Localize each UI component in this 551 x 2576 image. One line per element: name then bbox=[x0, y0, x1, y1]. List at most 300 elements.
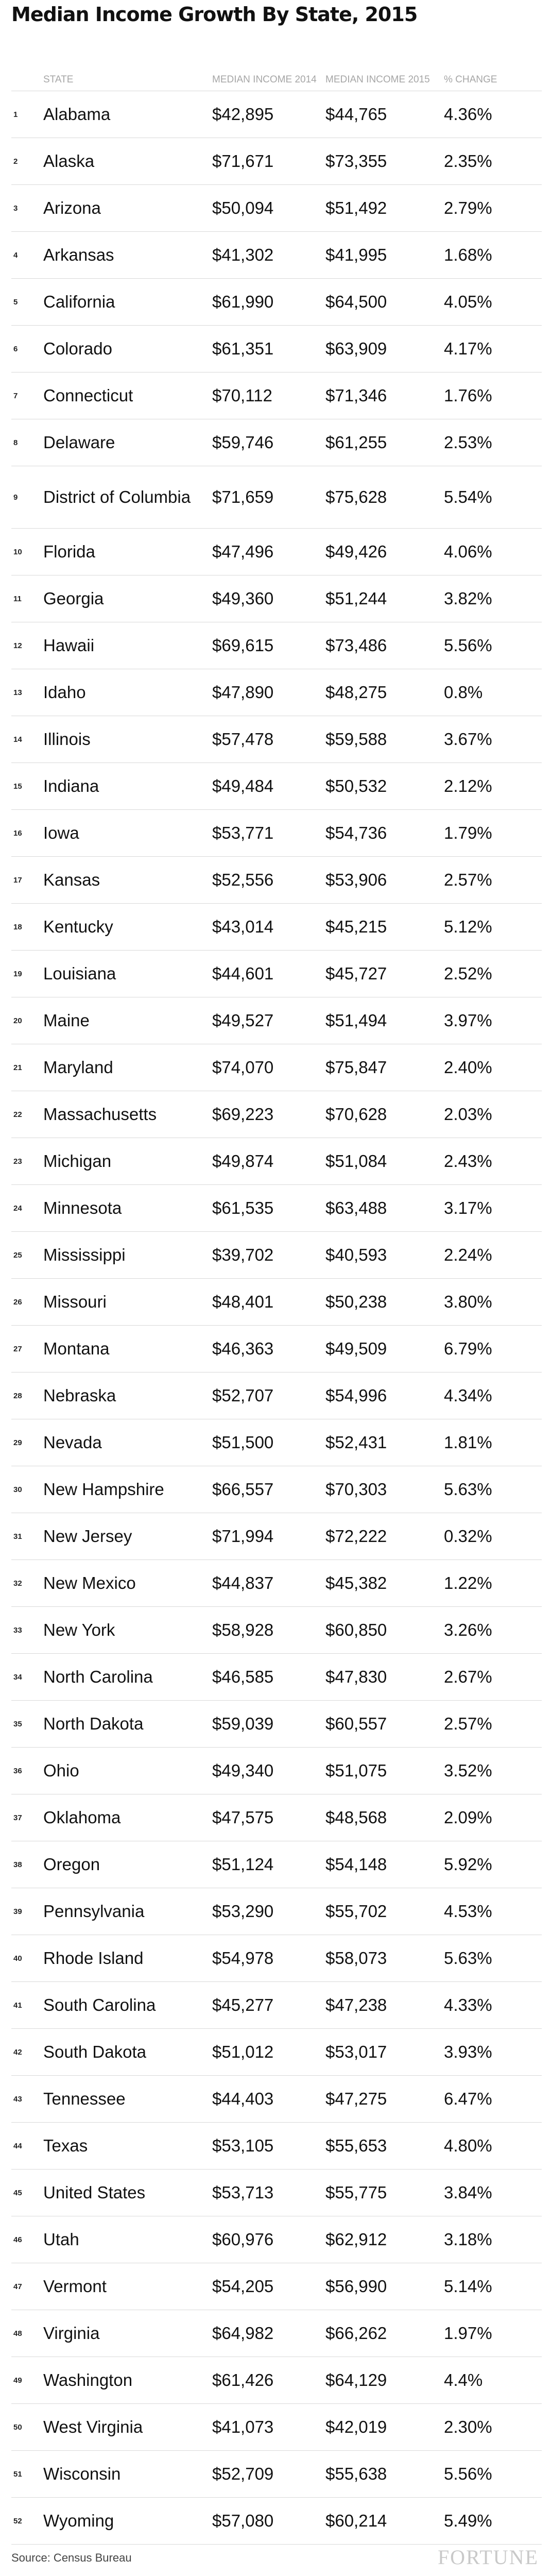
table-row bbox=[11, 419, 542, 466]
state-cell: Oklahoma bbox=[43, 1808, 121, 1827]
state-cell: New York bbox=[43, 1620, 115, 1639]
income-2015-cell: $44,765 bbox=[325, 105, 387, 124]
rank-cell: 50 bbox=[13, 2422, 22, 2432]
rank-cell: 14 bbox=[13, 735, 22, 744]
rank-cell: 11 bbox=[13, 594, 22, 603]
table-row bbox=[11, 1701, 542, 1748]
income-2015-cell: $55,638 bbox=[325, 2464, 387, 2483]
state-cell: South Carolina bbox=[43, 1995, 156, 2014]
table-row bbox=[11, 575, 542, 622]
table-row bbox=[11, 857, 542, 904]
rank-cell: 12 bbox=[13, 641, 22, 650]
rank-cell: 5 bbox=[13, 297, 18, 307]
income-2014-cell: $66,557 bbox=[212, 1480, 274, 1499]
income-2015-cell: $66,262 bbox=[325, 2324, 387, 2343]
change-cell: 0.32% bbox=[444, 1527, 492, 1546]
rank-cell: 39 bbox=[13, 1907, 22, 1916]
income-2014-cell: $53,771 bbox=[212, 823, 274, 842]
state-cell: Tennessee bbox=[43, 2089, 126, 2108]
table-row bbox=[11, 2170, 542, 2216]
income-2014-cell: $61,351 bbox=[212, 339, 274, 358]
header-income-2014: MEDIAN INCOME 2014 bbox=[212, 74, 317, 85]
rank-cell: 16 bbox=[13, 828, 22, 838]
income-2014-cell: $61,535 bbox=[212, 1198, 274, 1217]
income-2014-cell: $46,585 bbox=[212, 1667, 274, 1686]
income-2015-cell: $49,426 bbox=[325, 542, 387, 561]
income-2014-cell: $44,403 bbox=[212, 2089, 274, 2108]
change-cell: 4.80% bbox=[444, 2136, 492, 2155]
income-2014-cell: $53,105 bbox=[212, 2136, 274, 2155]
table-row bbox=[11, 2216, 542, 2263]
table-row bbox=[11, 2263, 542, 2310]
income-2015-cell: $60,214 bbox=[325, 2511, 387, 2530]
rank-cell: 22 bbox=[13, 1110, 22, 1119]
rank-cell: 4 bbox=[13, 250, 18, 260]
income-2014-cell: $39,702 bbox=[212, 1245, 274, 1264]
income-2014-cell: $58,928 bbox=[212, 1620, 274, 1639]
income-2014-cell: $53,290 bbox=[212, 1902, 274, 1921]
table-row bbox=[11, 1138, 542, 1185]
state-cell: Illinois bbox=[43, 730, 91, 749]
rank-cell: 33 bbox=[13, 1625, 22, 1635]
change-cell: 2.57% bbox=[444, 1714, 492, 1733]
rank-cell: 43 bbox=[13, 2094, 22, 2104]
rank-cell: 34 bbox=[13, 1672, 22, 1682]
income-2015-cell: $53,017 bbox=[325, 2042, 387, 2061]
table-row bbox=[11, 951, 542, 997]
income-2015-cell: $62,912 bbox=[325, 2230, 387, 2249]
rank-cell: 44 bbox=[13, 2141, 22, 2150]
income-2015-cell: $50,238 bbox=[325, 1292, 387, 1311]
income-2015-cell: $54,736 bbox=[325, 823, 387, 842]
income-2015-cell: $55,775 bbox=[325, 2183, 387, 2202]
change-cell: 6.47% bbox=[444, 2089, 492, 2108]
state-cell: Virginia bbox=[43, 2324, 100, 2343]
rank-cell: 28 bbox=[13, 1391, 22, 1400]
rank-cell: 15 bbox=[13, 782, 22, 791]
table-row bbox=[11, 1794, 542, 1841]
change-cell: 1.97% bbox=[444, 2324, 492, 2343]
income-2014-cell: $47,575 bbox=[212, 1808, 274, 1827]
state-cell: Louisiana bbox=[43, 964, 116, 983]
change-cell: 4.36% bbox=[444, 105, 492, 124]
change-cell: 1.81% bbox=[444, 1433, 492, 1452]
state-cell: Alabama bbox=[43, 105, 111, 124]
state-cell: West Virginia bbox=[43, 2417, 143, 2436]
rank-cell: 2 bbox=[13, 157, 18, 166]
income-2014-cell: $45,277 bbox=[212, 1995, 274, 2014]
state-cell: Oregon bbox=[43, 1855, 100, 1874]
header-income-2015: MEDIAN INCOME 2015 bbox=[325, 74, 430, 85]
table-row bbox=[11, 1654, 542, 1701]
state-cell: Pennsylvania bbox=[43, 1902, 145, 1921]
table-row bbox=[11, 1419, 542, 1466]
change-cell: 4.4% bbox=[444, 2370, 483, 2389]
table-row bbox=[11, 1466, 542, 1513]
table-row bbox=[11, 1232, 542, 1279]
rank-cell: 17 bbox=[13, 875, 22, 885]
income-2015-cell: $47,275 bbox=[325, 2089, 387, 2108]
table-row bbox=[11, 326, 542, 372]
income-2014-cell: $61,990 bbox=[212, 292, 274, 311]
state-cell: Iowa bbox=[43, 823, 79, 842]
state-cell: Missouri bbox=[43, 1292, 107, 1311]
table-row bbox=[11, 2076, 542, 2123]
change-cell: 5.63% bbox=[444, 1948, 492, 1968]
change-cell: 5.14% bbox=[444, 2277, 492, 2296]
state-cell: California bbox=[43, 292, 115, 311]
income-2014-cell: $44,837 bbox=[212, 1573, 274, 1592]
state-cell: Wyoming bbox=[43, 2511, 114, 2530]
income-2015-cell: $42,019 bbox=[325, 2417, 387, 2436]
income-2014-cell: $74,070 bbox=[212, 1058, 274, 1077]
change-cell: 4.06% bbox=[444, 542, 492, 561]
income-2015-cell: $71,346 bbox=[325, 386, 387, 405]
table-row bbox=[11, 904, 542, 951]
header-change: % CHANGE bbox=[444, 74, 497, 85]
change-cell: 3.97% bbox=[444, 1011, 492, 1030]
state-cell: Maine bbox=[43, 1011, 90, 1030]
change-cell: 4.33% bbox=[444, 1995, 492, 2014]
rank-cell: 42 bbox=[13, 2047, 22, 2057]
state-cell: Minnesota bbox=[43, 1198, 122, 1217]
state-cell: Rhode Island bbox=[43, 1948, 144, 1968]
table-row bbox=[11, 1748, 542, 1794]
state-cell: New Hampshire bbox=[43, 1480, 164, 1499]
table-row bbox=[11, 810, 542, 857]
table-row bbox=[11, 529, 542, 575]
income-2014-cell: $52,707 bbox=[212, 1386, 274, 1405]
income-2014-cell: $43,014 bbox=[212, 917, 274, 936]
table-row bbox=[11, 2498, 542, 2545]
rank-cell: 48 bbox=[13, 2329, 22, 2338]
rank-cell: 51 bbox=[13, 2469, 22, 2479]
rank-cell: 19 bbox=[13, 969, 22, 978]
income-2014-cell: $49,484 bbox=[212, 776, 274, 795]
state-cell: Indiana bbox=[43, 776, 99, 795]
change-cell: 3.84% bbox=[444, 2183, 492, 2202]
change-cell: 1.79% bbox=[444, 823, 492, 842]
income-2014-cell: $49,360 bbox=[212, 589, 274, 608]
state-cell: Massachusetts bbox=[43, 1105, 157, 1124]
income-2014-cell: $59,746 bbox=[212, 433, 274, 452]
table-row bbox=[11, 2357, 542, 2404]
state-cell: Texas bbox=[43, 2136, 88, 2155]
change-cell: 3.82% bbox=[444, 589, 492, 608]
income-2015-cell: $61,255 bbox=[325, 433, 387, 452]
table-row bbox=[11, 91, 542, 138]
state-cell: Michigan bbox=[43, 1151, 112, 1171]
state-cell: Nevada bbox=[43, 1433, 102, 1452]
change-cell: 3.93% bbox=[444, 2042, 492, 2061]
rank-cell: 26 bbox=[13, 1297, 22, 1307]
income-2014-cell: $41,302 bbox=[212, 245, 274, 264]
income-2014-cell: $69,615 bbox=[212, 636, 274, 655]
change-cell: 4.34% bbox=[444, 1386, 492, 1405]
income-2014-cell: $54,205 bbox=[212, 2277, 274, 2296]
change-cell: 5.12% bbox=[444, 917, 492, 936]
rank-cell: 31 bbox=[13, 1532, 22, 1541]
income-2015-cell: $55,702 bbox=[325, 1902, 387, 1921]
table-row bbox=[11, 1044, 542, 1091]
state-cell: Georgia bbox=[43, 589, 104, 608]
table-row bbox=[11, 1279, 542, 1326]
rank-cell: 41 bbox=[13, 2001, 22, 2010]
income-2015-cell: $75,628 bbox=[325, 487, 387, 506]
rank-cell: 6 bbox=[13, 344, 18, 353]
change-cell: 2.03% bbox=[444, 1105, 492, 1124]
change-cell: 2.24% bbox=[444, 1245, 492, 1264]
income-2015-cell: $70,303 bbox=[325, 1480, 387, 1499]
income-2014-cell: $51,500 bbox=[212, 1433, 274, 1452]
income-2014-cell: $71,994 bbox=[212, 1527, 274, 1546]
header-state: STATE bbox=[43, 74, 74, 85]
income-2014-cell: $47,496 bbox=[212, 542, 274, 561]
table-row bbox=[11, 138, 542, 185]
income-2014-cell: $48,401 bbox=[212, 1292, 274, 1311]
change-cell: 2.35% bbox=[444, 151, 492, 171]
change-cell: 3.26% bbox=[444, 1620, 492, 1639]
table-row bbox=[11, 622, 542, 669]
table-row bbox=[11, 2310, 542, 2357]
table-row bbox=[11, 997, 542, 1044]
table-body bbox=[11, 91, 542, 2545]
table-row bbox=[11, 1841, 542, 1888]
table-row bbox=[11, 1513, 542, 1560]
state-cell: Kentucky bbox=[43, 917, 113, 936]
rank-cell: 27 bbox=[13, 1344, 22, 1353]
table-row bbox=[11, 716, 542, 763]
rank-cell: 29 bbox=[13, 1438, 22, 1447]
table-row bbox=[11, 669, 542, 716]
income-2015-cell: $52,431 bbox=[325, 1433, 387, 1452]
income-2015-cell: $51,492 bbox=[325, 198, 387, 217]
change-cell: 2.67% bbox=[444, 1667, 492, 1686]
state-cell: Washington bbox=[43, 2370, 133, 2389]
change-cell: 2.09% bbox=[444, 1808, 492, 1827]
rank-cell: 24 bbox=[13, 1204, 22, 1213]
income-2015-cell: $60,850 bbox=[325, 1620, 387, 1639]
state-cell: Wisconsin bbox=[43, 2464, 121, 2483]
rank-cell: 25 bbox=[13, 1250, 22, 1260]
change-cell: 5.63% bbox=[444, 1480, 492, 1499]
rank-cell: 20 bbox=[13, 1016, 22, 1025]
table-row bbox=[11, 1607, 542, 1654]
income-2014-cell: $51,012 bbox=[212, 2042, 274, 2061]
rank-cell: 32 bbox=[13, 1579, 22, 1588]
income-2015-cell: $51,244 bbox=[325, 589, 387, 608]
table-row bbox=[11, 1326, 542, 1372]
table-row bbox=[11, 279, 542, 326]
state-cell: Maryland bbox=[43, 1058, 113, 1077]
table-row bbox=[11, 2123, 542, 2170]
table-row bbox=[11, 232, 542, 279]
income-2015-cell: $51,494 bbox=[325, 1011, 387, 1030]
state-cell: Montana bbox=[43, 1339, 110, 1358]
rank-cell: 52 bbox=[13, 2516, 22, 2526]
change-cell: 6.79% bbox=[444, 1339, 492, 1358]
state-cell: North Dakota bbox=[43, 1714, 144, 1733]
change-cell: 3.80% bbox=[444, 1292, 492, 1311]
source-note: Source: Census Bureau bbox=[11, 2551, 132, 2564]
rank-cell: 37 bbox=[13, 1813, 22, 1822]
table-header bbox=[11, 52, 542, 91]
state-cell: Vermont bbox=[43, 2277, 107, 2296]
income-2015-cell: $48,275 bbox=[325, 683, 387, 702]
income-2014-cell: $49,874 bbox=[212, 1151, 274, 1171]
table-row bbox=[11, 1888, 542, 1935]
income-2014-cell: $47,890 bbox=[212, 683, 274, 702]
income-2015-cell: $73,486 bbox=[325, 636, 387, 655]
income-2014-cell: $60,976 bbox=[212, 2230, 274, 2249]
rank-cell: 40 bbox=[13, 1954, 22, 1963]
change-cell: 5.54% bbox=[444, 487, 492, 506]
income-2014-cell: $71,659 bbox=[212, 487, 274, 506]
change-cell: 2.30% bbox=[444, 2417, 492, 2436]
state-cell: Kansas bbox=[43, 870, 100, 889]
rank-cell: 35 bbox=[13, 1719, 22, 1728]
state-cell: United States bbox=[43, 2183, 146, 2202]
table-row bbox=[11, 1982, 542, 2029]
income-2015-cell: $54,148 bbox=[325, 1855, 387, 1874]
rank-cell: 18 bbox=[13, 922, 22, 931]
rank-cell: 23 bbox=[13, 1157, 22, 1166]
income-2015-cell: $51,084 bbox=[325, 1151, 387, 1171]
state-cell: Idaho bbox=[43, 683, 86, 702]
state-cell: Delaware bbox=[43, 433, 115, 452]
income-2014-cell: $41,073 bbox=[212, 2417, 274, 2436]
income-2015-cell: $72,222 bbox=[325, 1527, 387, 1546]
income-2015-cell: $40,593 bbox=[325, 1245, 387, 1264]
income-2015-cell: $45,382 bbox=[325, 1573, 387, 1592]
income-2014-cell: $52,709 bbox=[212, 2464, 274, 2483]
change-cell: 5.56% bbox=[444, 2464, 492, 2483]
income-2014-cell: $44,601 bbox=[212, 964, 274, 983]
table-row bbox=[11, 1091, 542, 1138]
income-2015-cell: $70,628 bbox=[325, 1105, 387, 1124]
income-2015-cell: $48,568 bbox=[325, 1808, 387, 1827]
income-2015-cell: $60,557 bbox=[325, 1714, 387, 1733]
income-2014-cell: $49,527 bbox=[212, 1011, 274, 1030]
rank-cell: 49 bbox=[13, 2376, 22, 2385]
state-cell: Connecticut bbox=[43, 386, 133, 405]
income-2014-cell: $70,112 bbox=[212, 386, 272, 405]
income-2015-cell: $45,215 bbox=[325, 917, 387, 936]
table-row bbox=[11, 1935, 542, 1982]
state-cell: Hawaii bbox=[43, 636, 95, 655]
rank-cell: 21 bbox=[13, 1063, 22, 1072]
state-cell: Alaska bbox=[43, 151, 95, 171]
income-2014-cell: $42,895 bbox=[212, 105, 274, 124]
change-cell: 3.17% bbox=[444, 1198, 492, 1217]
table-row bbox=[11, 763, 542, 810]
table-row bbox=[11, 2404, 542, 2451]
rank-cell: 47 bbox=[13, 2282, 22, 2291]
change-cell: 0.8% bbox=[444, 683, 483, 702]
table-row bbox=[11, 2451, 542, 2498]
income-2015-cell: $53,906 bbox=[325, 870, 387, 889]
income-2014-cell: $46,363 bbox=[212, 1339, 274, 1358]
income-2015-cell: $45,727 bbox=[325, 964, 387, 983]
chart-title: Median Income Growth By State, 2015 bbox=[11, 3, 418, 26]
income-2015-cell: $50,532 bbox=[325, 776, 387, 795]
change-cell: 5.49% bbox=[444, 2511, 492, 2530]
rank-cell: 9 bbox=[13, 493, 18, 502]
rank-cell: 8 bbox=[13, 438, 18, 447]
income-2014-cell: $61,426 bbox=[212, 2370, 274, 2389]
rank-cell: 13 bbox=[13, 688, 22, 697]
state-cell: New Mexico bbox=[43, 1573, 136, 1592]
income-2014-cell: $64,982 bbox=[212, 2324, 274, 2343]
change-cell: 3.67% bbox=[444, 730, 492, 749]
state-cell: Nebraska bbox=[43, 1386, 116, 1405]
income-2015-cell: $55,653 bbox=[325, 2136, 387, 2155]
change-cell: 4.17% bbox=[444, 339, 492, 358]
rank-cell: 30 bbox=[13, 1485, 22, 1494]
change-cell: 2.53% bbox=[444, 433, 492, 452]
income-2015-cell: $49,509 bbox=[325, 1339, 387, 1358]
income-2015-cell: $64,129 bbox=[325, 2370, 387, 2389]
change-cell: 1.68% bbox=[444, 245, 492, 264]
table-row bbox=[11, 1372, 542, 1419]
income-2014-cell: $57,478 bbox=[212, 730, 274, 749]
fortune-logo: FORTUNE bbox=[437, 2546, 539, 2569]
table-row bbox=[11, 1560, 542, 1607]
change-cell: 2.57% bbox=[444, 870, 492, 889]
income-2014-cell: $49,340 bbox=[212, 1761, 274, 1780]
change-cell: 2.52% bbox=[444, 964, 492, 983]
income-2015-cell: $63,909 bbox=[325, 339, 387, 358]
state-cell: Florida bbox=[43, 542, 95, 561]
state-cell: District of Columbia bbox=[43, 487, 191, 506]
change-cell: 5.92% bbox=[444, 1855, 492, 1874]
change-cell: 2.79% bbox=[444, 198, 492, 217]
rank-cell: 36 bbox=[13, 1766, 22, 1775]
change-cell: 3.18% bbox=[444, 2230, 492, 2249]
income-2015-cell: $75,847 bbox=[325, 1058, 387, 1077]
state-cell: North Carolina bbox=[43, 1667, 153, 1686]
change-cell: 5.56% bbox=[444, 636, 492, 655]
income-table bbox=[11, 52, 542, 2545]
rank-cell: 38 bbox=[13, 1860, 22, 1869]
state-cell: South Dakota bbox=[43, 2042, 146, 2061]
change-cell: 4.05% bbox=[444, 292, 492, 311]
income-2015-cell: $73,355 bbox=[325, 151, 387, 171]
rank-cell: 1 bbox=[13, 110, 18, 119]
rank-cell: 10 bbox=[13, 547, 22, 556]
income-2014-cell: $59,039 bbox=[212, 1714, 274, 1733]
income-2015-cell: $58,073 bbox=[325, 1948, 387, 1968]
state-cell: New Jersey bbox=[43, 1527, 132, 1546]
change-cell: 2.40% bbox=[444, 1058, 492, 1077]
table-row bbox=[11, 2029, 542, 2076]
table-row bbox=[11, 1185, 542, 1232]
income-2014-cell: $71,671 bbox=[212, 151, 274, 171]
change-cell: 2.12% bbox=[444, 776, 492, 795]
change-cell: 2.43% bbox=[444, 1151, 492, 1171]
rank-cell: 7 bbox=[13, 391, 18, 400]
income-2014-cell: $69,223 bbox=[212, 1105, 274, 1124]
table-row bbox=[11, 466, 542, 529]
income-2015-cell: $51,075 bbox=[325, 1761, 387, 1780]
income-2015-cell: $56,990 bbox=[325, 2277, 387, 2296]
state-cell: Utah bbox=[43, 2230, 79, 2249]
rank-cell: 46 bbox=[13, 2235, 22, 2244]
income-2014-cell: $53,713 bbox=[212, 2183, 274, 2202]
state-cell: Mississippi bbox=[43, 1245, 126, 1264]
income-2014-cell: $52,556 bbox=[212, 870, 274, 889]
income-2014-cell: $50,094 bbox=[212, 198, 274, 217]
